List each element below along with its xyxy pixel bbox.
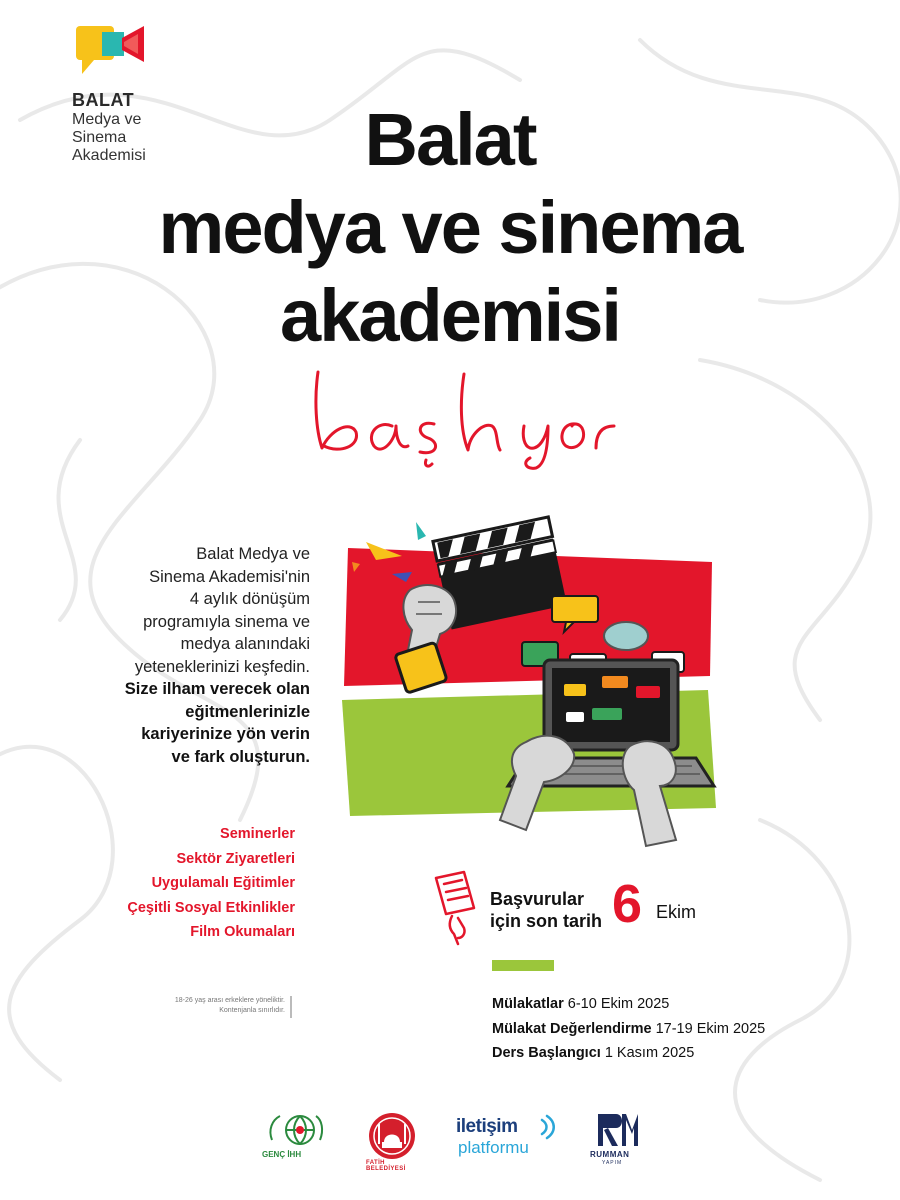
deadline-line-2: için son tarih (490, 911, 603, 931)
feature-item: Çeşitli Sosyal Etkinlikler (127, 899, 295, 916)
partner-label: RUMMAN (590, 1150, 630, 1159)
schedule-label: Ders Başlangıcı (492, 1045, 601, 1061)
headline-line-2: medya ve sinema (158, 186, 742, 269)
logo-title: BALAT (72, 90, 135, 110)
description (120, 543, 310, 768)
globe-wreath-icon (262, 1110, 328, 1152)
rumman-monogram-icon (588, 1110, 644, 1148)
camera-speech-bubble-icon (72, 22, 150, 84)
description-line: yeteneklerinizi keşfedin. (134, 657, 310, 676)
description-bold-line: ve fark oluşturun. (171, 747, 310, 766)
schedule-value: 1 Kasım 2025 (604, 1045, 695, 1061)
application-deadline (428, 868, 728, 948)
headline-line-1: Balat (364, 98, 536, 181)
schedule-value: 6-10 Ekim 2025 (567, 996, 670, 1012)
deadline-month: Ekim (656, 902, 696, 922)
partner-fatih-logo (362, 1110, 422, 1172)
schedule-row (492, 992, 792, 1017)
schedule (492, 992, 792, 1066)
schedule-row (492, 1017, 792, 1042)
schedule-value: 17-19 Ekim 2025 (655, 1020, 766, 1037)
description-bold-line: Size ilham verecek olan (124, 680, 310, 698)
application-form-icon (428, 868, 480, 946)
partner-label-top: iletişim (456, 1116, 518, 1137)
schedule-label: Mülakatlar (492, 996, 564, 1012)
description-line: medya alanındaki (180, 635, 310, 653)
partner-label: FATİH BELEDİYESİ (366, 1160, 406, 1172)
partner-label-bottom: platformu (458, 1138, 529, 1157)
note-line: Kontenjanla sınırlıdır. (219, 1007, 285, 1014)
logo-subtitle-line: Akademisi (72, 147, 146, 164)
partner-rumman-logo (588, 1110, 644, 1170)
description-bold-line: kariyerinize yön verin (141, 725, 310, 743)
description-line: Sinema Akademisi'nin (149, 567, 310, 586)
features-list (100, 822, 295, 945)
description-bold-line: eğitmenlerinizle (185, 702, 310, 721)
deadline-day: 6 (612, 874, 643, 934)
logo-subtitle-line: Sinema (72, 129, 127, 146)
script-baslıyor (300, 360, 620, 470)
signal-waves-icon (538, 1114, 558, 1140)
partner-sublabel: YAPIM (602, 1160, 623, 1166)
partner-label: GENÇ İHH (262, 1150, 302, 1159)
feature-item: Sektör Ziyaretleri (176, 850, 295, 867)
description-line: 4 aylık dönüşüm (189, 590, 310, 608)
feature-item: Film Okumaları (190, 924, 295, 940)
illustration (330, 490, 750, 870)
partner-iletisim-logo (456, 1110, 556, 1160)
eligibility-note (120, 996, 285, 1016)
headline-line-3: akademisi (280, 274, 620, 357)
feature-item: Uygulamalı Eğitimler (151, 875, 295, 891)
feature-item: Seminerler (220, 826, 295, 842)
mosque-seal-icon (362, 1110, 422, 1160)
note-line: 18-26 yaş arası erkeklere yöneliktir. (174, 997, 285, 1004)
deadline-line-1: Başvurular (490, 889, 585, 909)
partner-genc-ihh-logo (262, 1110, 328, 1170)
green-divider (492, 960, 554, 971)
schedule-label: Mülakat Değerlendirme (492, 1020, 652, 1037)
description-line: Balat Medya ve (196, 545, 310, 563)
logo-subtitle-line: Medya ve (72, 111, 142, 128)
description-line: programıyla sinema ve (143, 612, 310, 631)
schedule-row (492, 1041, 792, 1066)
note-divider (290, 996, 292, 1018)
